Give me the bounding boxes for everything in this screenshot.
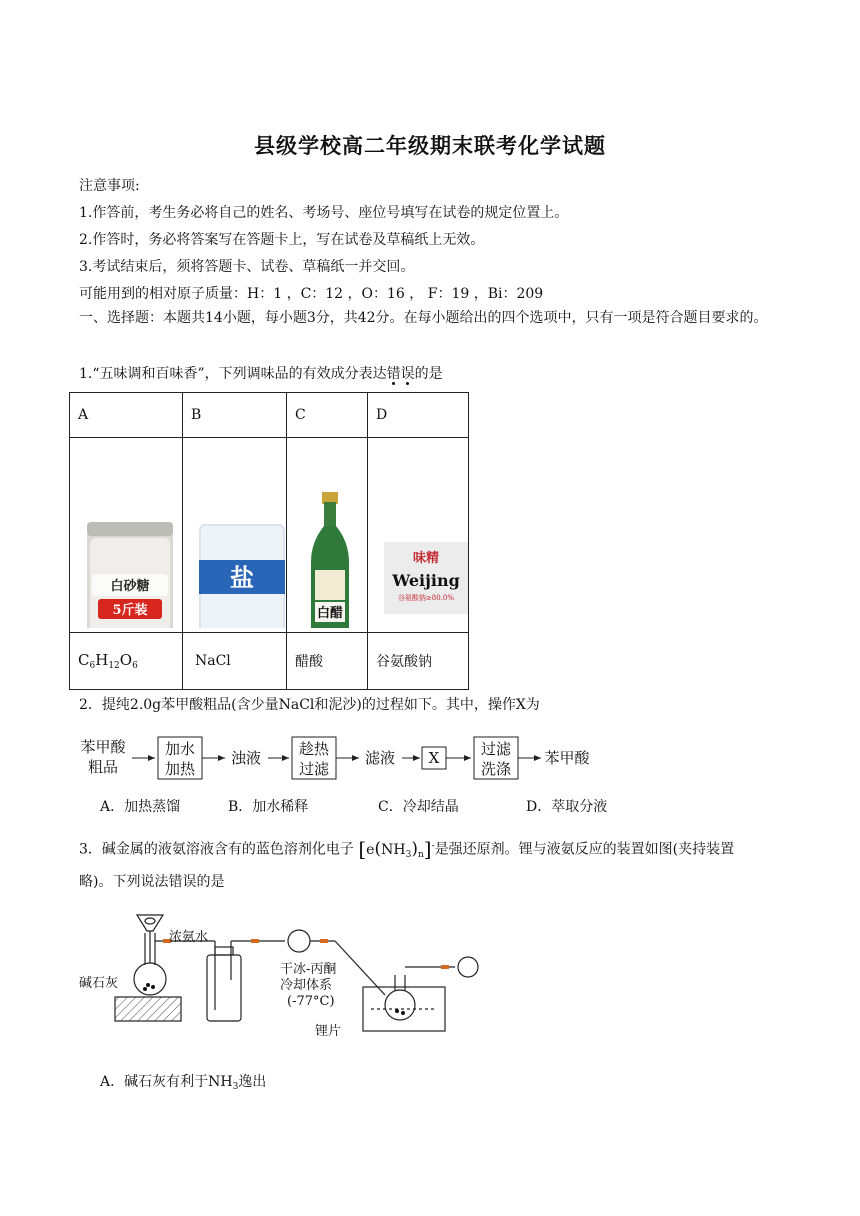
formula-b: NaCl (183, 633, 287, 690)
svg-text:加水: 加水 (164, 740, 196, 758)
lithium-ammonia-apparatus (75, 905, 495, 1055)
col-header-c: C (287, 393, 368, 438)
svg-text:苯甲酸: 苯甲酸 (80, 738, 126, 756)
svg-text:谷氨酸钠≥80.0%: 谷氨酸钠≥80.0% (397, 594, 455, 602)
page-title: 县级学校高二年级期末联考化学试题 (254, 133, 606, 158)
q1-options-table (69, 392, 469, 690)
atomic-masses: 可能用到的相对原子质量：H：1 ，C：12 ，O：16 ， F：19 ，Bi：209 (79, 286, 544, 302)
svg-text:滤液: 滤液 (364, 749, 396, 767)
q2-option-c[interactable]: C．冷却结晶 (378, 799, 459, 815)
svg-text:过滤: 过滤 (480, 740, 512, 758)
svg-text:盐: 盐 (230, 563, 254, 592)
svg-text:5斤装: 5斤装 (112, 603, 148, 618)
svg-text:碱石灰: 碱石灰 (79, 976, 119, 991)
svg-text:味精: 味精 (412, 551, 440, 566)
col-header-a: A (70, 393, 183, 438)
q2-option-d[interactable]: D．萃取分液 (526, 799, 608, 815)
svg-text:Weijing: Weijing (392, 571, 460, 590)
q2-option-b[interactable]: B．加水稀释 (228, 799, 309, 815)
q3-stem-line1: 3．碱金属的液氨溶液含有的蓝色溶剂化电子 $[e(NH_3)_n]^-$是强还原剂。锂与液氨反应的装置如图(夹持装置 (79, 836, 735, 861)
vinegar-bottle-image (287, 438, 368, 633)
formula-c: 醋酸 (287, 633, 368, 690)
col-header-d: D (368, 393, 469, 438)
solvated-electron-formula: $[e(NH_3)_n]^-$ (358, 836, 435, 861)
svg-text:X: X (428, 749, 440, 767)
col-header-b: B (183, 393, 287, 438)
svg-text:浊液: 浊液 (230, 749, 262, 767)
formula-d: 谷氨酸钠 (368, 633, 469, 690)
svg-text:冷却体系: 冷却体系 (280, 978, 333, 993)
salt-bag-image (183, 438, 287, 633)
svg-text:趁热: 趁热 (298, 740, 330, 758)
svg-text:白醋: 白醋 (316, 606, 344, 621)
svg-text:过滤: 过滤 (298, 760, 330, 778)
note-item-1: 1.作答前，考生务必将自己的姓名、考场号、座位号填写在试卷的规定位置上。 (79, 205, 569, 221)
svg-text:锂片: 锂片 (315, 1024, 342, 1039)
svg-text:苯甲酸: 苯甲酸 (544, 749, 590, 767)
note-item-2: 2.作答时，务必将答案写在答题卡上，写在试卷及草稿纸上无效。 (79, 232, 485, 248)
q1-stem: 1.“五味调和百味香”，下列调味品的有效成分表达错误的是 (79, 366, 443, 382)
sugar-jar-image (70, 438, 183, 633)
svg-text:干冰-丙酮: 干冰-丙酮 (280, 962, 337, 977)
q2-options (100, 797, 607, 817)
q2-option-a[interactable]: A．加热蒸馏 (100, 799, 181, 815)
q2-stem: 2．提纯2.0g苯甲酸粗品(含少量NaCl和泥沙)的过程如下。其中，操作X为 (79, 697, 540, 713)
q3-option-a[interactable]: A．碱石灰有利于$NH_3$逸出 (100, 1074, 267, 1092)
svg-text:浓氨水: 浓氨水 (169, 930, 209, 945)
note-item-3: 3.考试结束后，须将答题卡、试卷、草稿纸一并交回。 (79, 259, 415, 275)
svg-text:加热: 加热 (164, 760, 196, 778)
purification-flowchart (75, 730, 605, 786)
svg-text:粗品: 粗品 (87, 758, 119, 776)
q3-stem-line2: 略)。下列说法错误的是 (79, 874, 225, 890)
notes-heading: 注意事项: (79, 178, 140, 194)
svg-text:(-77°C): (-77°C) (287, 994, 335, 1009)
formula-a: $C_6H_{12}O_6$ (70, 633, 183, 690)
msg-pack-image (368, 438, 469, 633)
svg-text:洗涤: 洗涤 (480, 760, 512, 778)
section1-intro: 一、选择题：本题共14小题，每小题3分，共42分。在每小题给出的四个选项中，只有一项是符合题目要求的。 (79, 310, 768, 326)
svg-text:白砂糖: 白砂糖 (110, 579, 150, 594)
